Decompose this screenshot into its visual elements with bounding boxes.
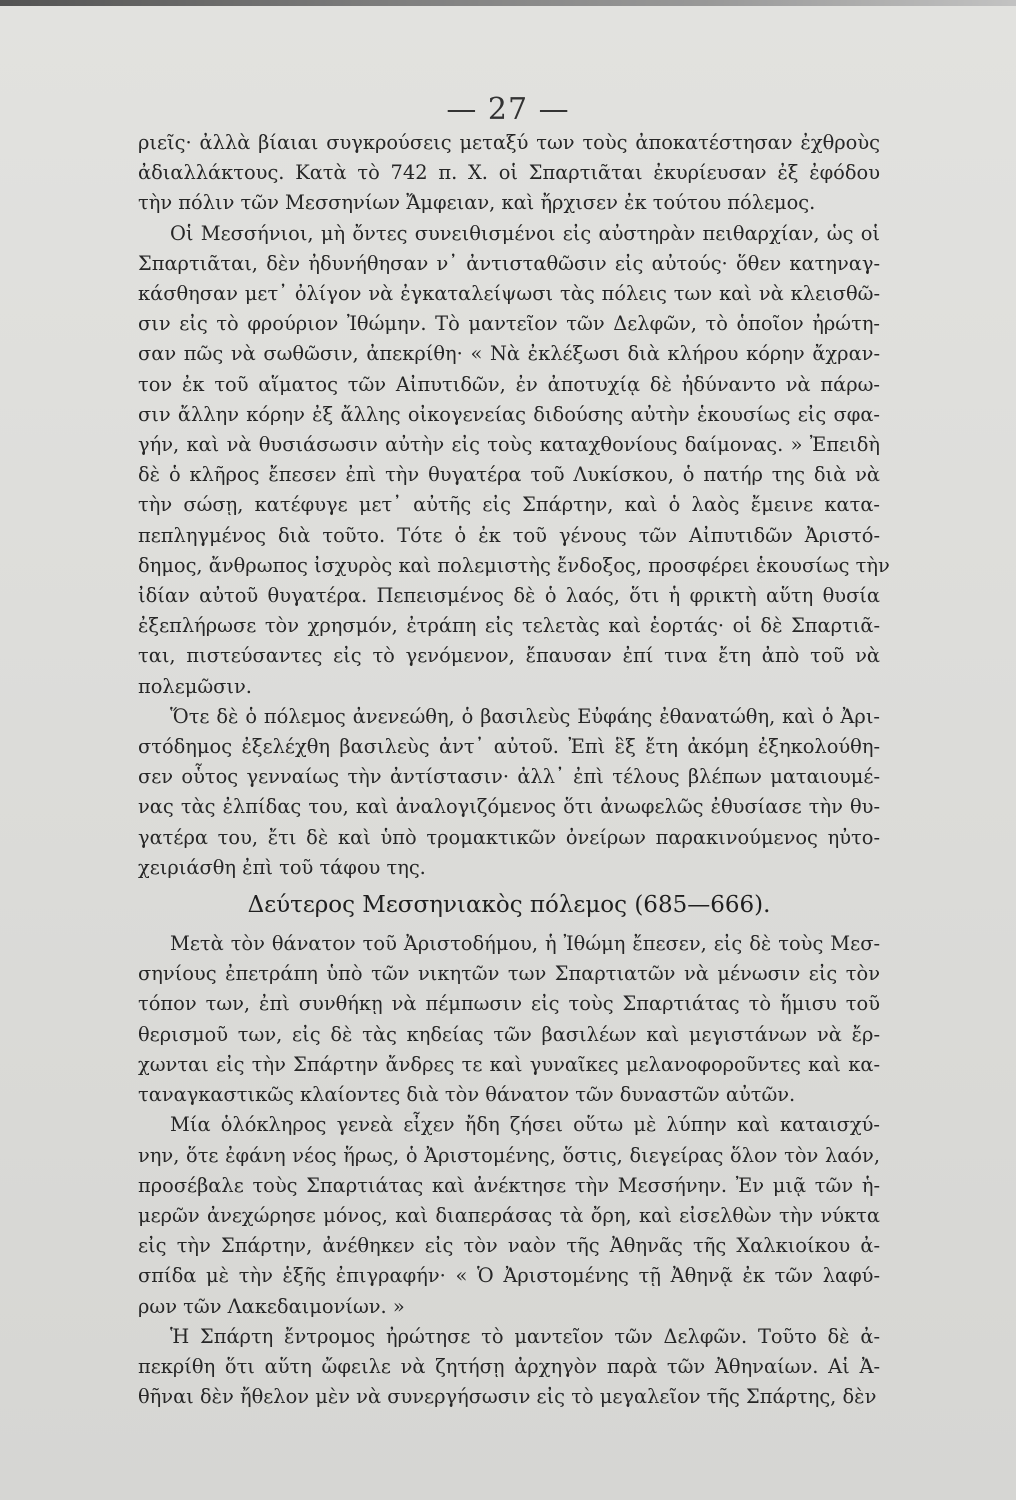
- page-number: — 27 —: [446, 92, 570, 127]
- body-text: [138, 128, 890, 1412]
- text-line: δὲ ὁ κλῆρος ἔπεσεν ἐπὶ τὴν θυγατέρα τοῦ Λυκίσκου, ὁ πατήρ της διὰ νὰ: [138, 463, 880, 487]
- text-line: ριεῖς· ἀλλὰ βίαιαι συγκρούσεις μεταξύ των τοὺς ἀποκατέστησαν ἐχθροὺς: [138, 131, 880, 154]
- text-line: νας τὰς ἐλπίδας του, καὶ ἀναλογιζόμενος ὅτι ἀνωφελῶς ἐθυσίασε τὴν θυ-: [138, 795, 880, 819]
- text-line: τὴν πόλιν τῶν Μεσσηνίων Ἄμφειαν, καὶ ἤρχισεν ἐκ τούτου πόλεμος.: [138, 191, 816, 215]
- text-line: σηνίους ἐπετράπη ὑπὸ τῶν νικητῶν των Σπαρτιατῶν νὰ μένωσιν εἰς τὸν: [138, 962, 880, 986]
- text-line: δημος, ἄνθρωπος ἰσχυρὸς καὶ πολεμιστὴς ἔνδοξος, προσφέρει ἑκουσίως τὴν: [138, 553, 890, 577]
- paragraph: [138, 702, 880, 883]
- text-line: ται, πιστεύσαντες εἰς τὸ γενόμενον, ἔπαυσαν ἐπί τινα ἔτη ἀπὸ τοῦ νὰ: [138, 644, 880, 668]
- text-line: Σπαρτιᾶται, δὲν ἠδυνήθησαν ν᾽ ἀντισταθῶσιν εἰς αὐτούς· ὅθεν κατηναγ-: [138, 251, 880, 275]
- text-line: σαν πῶς νὰ σωθῶσιν, ἀπεκρίθη· « Νὰ ἐκλέξωσι διὰ κλήρου κόρην ἄχραν-: [138, 342, 880, 366]
- text-line: σπίδα μὲ τὴν ἑξῆς ἐπιγραφήν· « Ὁ Ἀριστομένης τῇ Ἀθηνᾷ ἐκ τῶν λαφύ-: [138, 1264, 880, 1288]
- text-line: πεκρίθη ὅτι αὕτη ὤφειλε νὰ ζητήσῃ ἀρχηγὸν παρὰ τῶν Ἀθηναίων. Αἱ Ἀ-: [138, 1354, 880, 1378]
- text-line: Μία ὁλόκληρος γενεὰ εἶχεν ἤδη ζήσει οὕτω μὲ λύπην καὶ καταισχύ-: [170, 1113, 880, 1137]
- text-line: ἐξεπλήρωσε τὸν χρησμόν, ἐτράπη εἰς τελετὰς καὶ ἑορτάς· οἱ δὲ Σπαρτιᾶ-: [138, 614, 880, 638]
- text-line: χειριάσθη ἐπὶ τοῦ τάφου της.: [138, 855, 426, 879]
- paragraphs-after-heading: [138, 929, 880, 1412]
- text-line: ἀδιαλλάκτους. Κατὰ τὸ 742 π. Χ. οἱ Σπαρτιᾶται ἐκυρίευσαν ἐξ ἐφόδου: [138, 161, 880, 185]
- paragraph: [138, 929, 880, 1110]
- text-line: γήν, καὶ νὰ θυσιάσωσιν αὐτὴν εἰς τοὺς καταχθονίους δαίμονας. » Ἐπειδὴ: [138, 433, 880, 457]
- text-line: πεπληγμένος διὰ τοῦτο. Τότε ὁ ἐκ τοῦ γένους τῶν Αἰπυτιδῶν Ἀριστό-: [138, 523, 880, 547]
- text-line: σεν οὗτος γενναίως τὴν ἀντίστασιν· ἀλλ᾽ ἐπὶ τέλους βλέπων ματαιουμέ-: [138, 765, 880, 789]
- text-line: Ἡ Σπάρτη ἔντρομος ἠρώτησε τὸ μαντεῖον τῶν Δελφῶν. Τοῦτο δὲ ἀ-: [170, 1324, 880, 1348]
- section-heading: Δεύτερος Μεσσηνιακὸς πόλεμος (685—666).: [247, 892, 771, 919]
- paragraph: [138, 128, 880, 219]
- text-line: νην, ὅτε ἐφάνη νέος ἥρως, ὁ Ἀριστομένης, ὅστις, διεγείρας ὅλον τὸν λαόν,: [138, 1143, 880, 1167]
- text-line: σιν εἰς τὸ φρούριον Ἰθώμην. Τὸ μαντεῖον τῶν Δελφῶν, τὸ ὁποῖον ἠρώτη-: [138, 312, 880, 336]
- text-line: προσέβαλε τοὺς Σπαρτιάτας καὶ ἀνέκτησε τὴν Μεσσήνην. Ἐν μιᾷ τῶν ἡ-: [138, 1173, 880, 1197]
- text-line: ρων τῶν Λακεδαιμονίων. »: [138, 1294, 405, 1318]
- paragraphs-before-heading: [138, 128, 890, 883]
- text-line: Οἱ Μεσσήνιοι, μὴ ὄντες συνειθισμένοι εἰς αὐστηρὰν πειθαρχίαν, ὡς οἱ: [170, 221, 880, 245]
- text-line: κάσθησαν μετ᾽ ὀλίγον νὰ ἐγκαταλείψωσι τὰς πόλεις των καὶ νὰ κλεισθῶ-: [138, 282, 880, 306]
- text-line: γατέρα του, ἔτι δὲ καὶ ὑπὸ τρομακτικῶν ὀνείρων παρακινούμενος ηὐτο-: [138, 825, 880, 849]
- text-line: Μετὰ τὸν θάνατον τοῦ Ἀριστοδήμου, ἡ Ἰθώμη ἔπεσεν, εἰς δὲ τοὺς Μεσ-: [170, 932, 880, 956]
- page-top-edge: [0, 0, 1016, 6]
- text-line: τον ἐκ τοῦ αἵματος τῶν Αἰπυτιδῶν, ἐν ἀποτυχίᾳ δὲ ἠδύναντο νὰ πάρω-: [138, 372, 880, 396]
- text-line: μερῶν ἀνεχώρησε μόνος, καὶ διαπεράσας τὰ ὄρη, καὶ εἰσελθὼν τὴν νύκτα: [138, 1203, 880, 1227]
- paragraph: [138, 219, 890, 702]
- text-line: τόπον των, ἐπὶ συνθήκῃ νὰ πέμπωσιν εἰς τοὺς Σπαρτιάτας τὸ ἥμισυ τοῦ: [138, 992, 880, 1016]
- text-line: στόδημος ἐξελέχθη βασιλεὺς ἀντ᾽ αὐτοῦ. Ἐπὶ ἓξ ἔτη ἀκόμη ἐξηκολούθη-: [138, 735, 880, 759]
- paragraph: [138, 1110, 880, 1321]
- text-line: Ὅτε δὲ ὁ πόλεμος ἀνενεώθη, ὁ βασιλεὺς Εὐφάης ἐθανατώθη, καὶ ὁ Ἀρι-: [170, 704, 880, 728]
- text-line: θῆναι δὲν ἤθελον μὲν νὰ συνεργήσωσιν εἰς τὸ μεγαλεῖον τῆς Σπάρτης, δὲν: [138, 1385, 877, 1409]
- text-line: σιν ἄλλην κόρην ἐξ ἄλλης οἰκογενείας διδούσης αὐτὴν ἑκουσίως εἰς σφα-: [138, 402, 880, 426]
- text-line: ἰδίαν αὐτοῦ θυγατέρα. Πεπεισμένος δὲ ὁ λαός, ὅτι ἡ φρικτὴ αὕτη θυσία: [138, 584, 880, 608]
- text-line: πολεμῶσιν.: [138, 674, 252, 698]
- text-line: τὴν σώσῃ, κατέφυγε μετ᾽ αὐτῆς εἰς Σπάρτην, καὶ ὁ λαὸς ἔμεινε κατα-: [138, 493, 880, 517]
- text-line: θερισμοῦ των, εἰς δὲ τὰς κηδείας τῶν βασιλέων καὶ μεγιστάνων νὰ ἔρ-: [138, 1022, 880, 1046]
- text-line: ταναγκαστικῶς κλαίοντες διὰ τὸν θάνατον τῶν δυναστῶν αὐτῶν.: [138, 1083, 796, 1107]
- paragraph: [138, 1322, 880, 1413]
- text-line: χωνται εἰς τὴν Σπάρτην ἄνδρες τε καὶ γυναῖκες μελανοφοροῦντες καὶ κα-: [138, 1052, 880, 1076]
- text-line: εἰς τὴν Σπάρτην, ἀνέθηκεν εἰς τὸν ναὸν τῆς Ἀθηνᾶς τῆς Χαλκιοίκου ἀ-: [138, 1234, 880, 1258]
